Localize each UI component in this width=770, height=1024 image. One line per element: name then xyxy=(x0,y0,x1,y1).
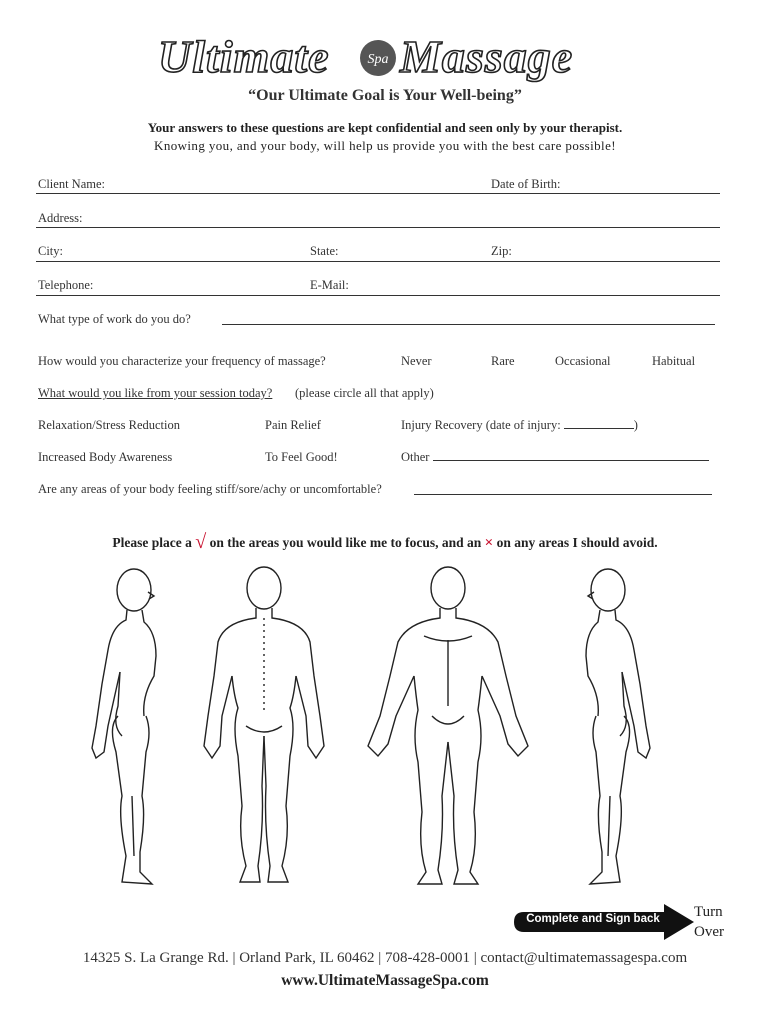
body-chart-instructions xyxy=(0,530,770,553)
email-field[interactable] xyxy=(356,279,720,294)
intro-note: Knowing you, and your body, will help us provide you with the best care possible! xyxy=(154,138,616,153)
body-side-left-view[interactable] xyxy=(82,566,182,896)
confidentiality-note: Your answers to these questions are kept confidential and seen only by your therapist. xyxy=(147,120,623,135)
frequency-option-habitual[interactable]: Habitual xyxy=(652,354,696,368)
client-name-label: Client Name: xyxy=(38,177,105,191)
frequency-question: How would you characterize your frequency of massage? xyxy=(38,354,326,368)
city-label: City: xyxy=(38,244,64,258)
divider xyxy=(36,261,720,262)
email-label: E-Mail: xyxy=(310,278,349,292)
divider xyxy=(36,227,720,228)
logo xyxy=(150,22,620,86)
divider xyxy=(36,193,720,194)
x-mark-icon: × xyxy=(484,535,494,551)
address-field[interactable] xyxy=(90,212,720,227)
client-name-field[interactable] xyxy=(112,178,488,193)
telephone-field[interactable] xyxy=(104,279,304,294)
divider xyxy=(36,295,720,296)
session-option-other[interactable] xyxy=(401,450,709,465)
session-option-pain-relief[interactable]: Pain Relief xyxy=(265,418,321,432)
state-field[interactable] xyxy=(350,245,486,260)
footer-website-link[interactable]: www.UltimateMassageSpa.com xyxy=(281,972,489,989)
complete-and-sign-back-label: Complete and Sign back xyxy=(526,913,660,925)
telephone-label: Telephone: xyxy=(38,278,94,292)
turn-over-line2: Over xyxy=(694,924,724,940)
body-side-right-view[interactable] xyxy=(560,566,660,896)
city-field[interactable] xyxy=(70,245,306,260)
stiff-answer-field[interactable] xyxy=(414,480,712,495)
instr-part2: on the areas you would like me to focus, and an xyxy=(209,535,482,550)
body-front-view[interactable] xyxy=(358,566,538,896)
dob-label: Date of Birth: xyxy=(491,177,561,191)
session-hint: (please circle all that apply) xyxy=(295,386,434,400)
logo-left-text: Ultimate xyxy=(158,31,330,82)
body-back-view[interactable] xyxy=(194,566,334,896)
work-answer-field[interactable] xyxy=(222,310,715,325)
frequency-option-occasional[interactable]: Occasional xyxy=(555,354,611,368)
logo-badge-text: Spa xyxy=(367,52,389,67)
logo-right-text: Massage xyxy=(400,31,574,82)
body-side-right-icon xyxy=(560,566,660,896)
other-field[interactable] xyxy=(433,450,709,461)
body-side-left-icon xyxy=(82,566,182,896)
instr-part1: Please place a xyxy=(112,535,192,550)
session-option-awareness[interactable]: Increased Body Awareness xyxy=(38,450,173,464)
zip-field[interactable] xyxy=(520,245,720,260)
tagline: “Our Ultimate Goal is Your Well-being” xyxy=(248,87,522,104)
instr-part3: on any areas I should avoid. xyxy=(496,535,658,550)
zip-label: Zip: xyxy=(491,244,512,258)
work-question: What type of work do you do? xyxy=(38,312,191,326)
injury-close-paren: ) xyxy=(633,418,638,432)
other-label: Other xyxy=(401,450,430,464)
session-question: What would you like from your session today? xyxy=(38,386,273,400)
session-option-feel-good[interactable]: To Feel Good! xyxy=(265,450,338,464)
dob-field[interactable] xyxy=(572,178,720,193)
session-option-injury-recovery[interactable] xyxy=(401,418,638,433)
stiff-question: Are any areas of your body feeling stiff/sore/achy or uncomfortable? xyxy=(38,482,382,496)
session-option-relaxation[interactable]: Relaxation/Stress Reduction xyxy=(38,418,180,432)
injury-recovery-label: Injury Recovery (date of injury: xyxy=(401,418,561,432)
footer-contact: 14325 S. La Grange Rd. | Orland Park, IL 60462 | 708-428-0001 | contact@ultimatemassagespa.com xyxy=(82,950,688,966)
address-label: Address: xyxy=(38,211,83,225)
body-front-icon xyxy=(358,566,538,896)
check-mark-icon: √ xyxy=(195,531,207,553)
state-label: State: xyxy=(310,244,339,258)
frequency-option-never[interactable]: Never xyxy=(401,354,432,368)
injury-date-field[interactable] xyxy=(564,418,634,429)
turn-over-text xyxy=(694,902,724,942)
frequency-option-rare[interactable]: Rare xyxy=(491,354,515,368)
body-back-icon xyxy=(194,566,334,896)
turn-over-line1: Turn xyxy=(694,904,723,920)
